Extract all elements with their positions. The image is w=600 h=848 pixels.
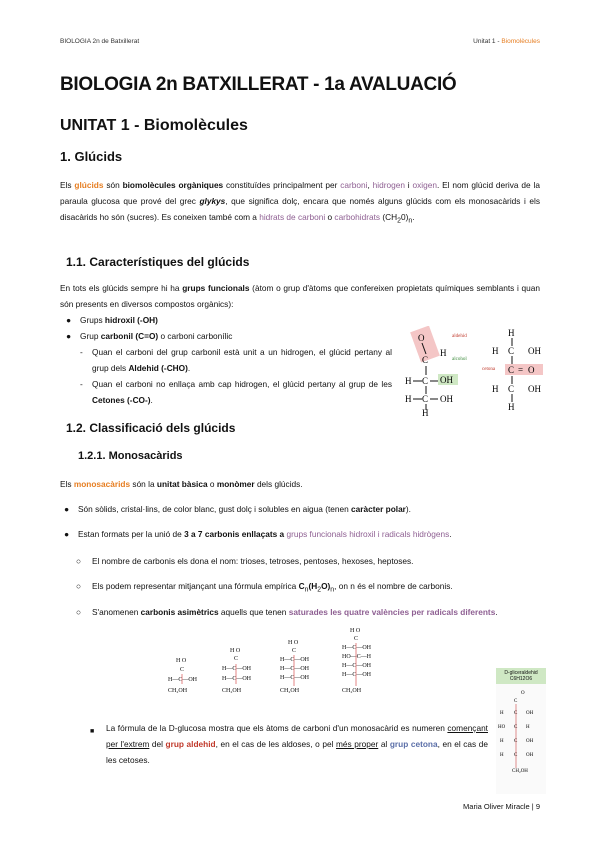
bullet-dot: ● [66,315,72,325]
page-title: BIOLOGIA 2n BATXILLERAT - 1a AVALUACIÓ [60,74,457,95]
svg-text:H—C—OH: H—C—OH [222,666,252,672]
atom-C: C [508,384,515,394]
bullet-dot: ● [64,504,70,514]
atom-C: C [422,355,429,365]
svg-text:CH₂OH: CH₂OH [512,769,528,774]
svg-text:OH: OH [526,739,534,744]
double-bond: = [518,365,524,375]
atom-C: C [508,346,515,356]
dash-marker: - [80,347,83,357]
svg-text:H—C—OH: H—C—OH [280,657,310,663]
svg-text:H—C—OH: H—C—OH [168,677,198,683]
atom-H: H [508,402,515,412]
label-alcohol: alcohol [452,357,467,362]
section-monosacarids: 1.2.1. Monosacàrids [78,450,183,462]
svg-text:H—C—OH: H—C—OH [280,666,310,672]
char-paragraph: En tots els glúcids sempre hi ha grups funcionals (àtom o grup d'àtoms que confereixen propietats químiques semblants i quan són presents en diversos compostos orgànics): [60,283,540,309]
label-aldehid: aldehid [452,334,467,339]
svg-text:C: C [514,711,518,716]
intro-paragraph: Els glúcids són biomolècules orgàniques constituïdes principalment per carboni, hidrogen i oxigen. El nom glúcid deriva de la paraula glucosa que prové del grec glykys, que significa dolç, encara que només alguns glúcids com els monosacàrids i els disacàrids ho són (sucres). Es coneixen també com a hidrats de carboni o carbohidrats $(CH_20)_n$. [60,180,540,225]
bullet-formats: Estan formats per la unió de 3 a 7 carbonis enllaçats a grups funcionals hidroxil i radicals hidrògens. [78,529,452,539]
svg-text:H—C—OH: H—C—OH [342,645,372,651]
sub-asimetrics: S'anomenen carbonis asimètrics aquells que tenen saturades les quatre valències per radicals diferents. [92,607,498,617]
svg-text:C: C [234,656,239,662]
svg-text:C: C [514,753,518,758]
svg-text:CH₂OH: CH₂OH [222,688,242,694]
svg-text:CH₂OH: CH₂OH [280,688,300,694]
atom-C: C [508,365,515,375]
svg-text:H—C—OH: H—C—OH [342,672,372,678]
svg-text:H O: H O [230,648,241,654]
atom-OH: OH [440,394,453,404]
square-marker: ■ [90,728,95,735]
bullet-cetona: Quan el carboni no enllaça amb cap hidrogen, el glúcid pertany al grup de les Cetones (-CO-). [92,379,392,405]
hexose-structure [342,628,372,694]
mono-paragraph: Els monosacàrids són la unitat bàsica o monòmer dels glúcids. [60,479,303,489]
svg-text:C: C [292,648,297,654]
atom-OH: OH [440,375,453,385]
atom-OH: OH [528,384,541,394]
atom-OH: OH [528,346,541,356]
svg-text:H O: H O [288,640,299,646]
svg-text:HO—C—H: HO—C—H [342,654,372,660]
bullet-dot: ● [64,529,70,539]
svg-text:HO: HO [498,725,506,730]
svg-text:OH: OH [526,753,534,758]
functional-groups-figure [400,326,560,416]
section-classificacio: 1.2. Classificació dels glúcids [66,421,236,435]
monosaccharide-structures [160,626,400,696]
atom-H: H [492,346,499,356]
d-glucose-figure [496,668,546,794]
svg-text:H: H [500,711,504,716]
svg-text:C: C [354,636,359,642]
svg-text:CH₂OH: CH₂OH [342,688,362,694]
svg-text:C: C [514,699,518,704]
atom-H: H [492,384,499,394]
svg-text:C: C [180,667,185,673]
section-caracteristiques: 1.1. Característiques del glúcids [66,255,250,269]
svg-text:H: H [500,739,504,744]
tetrose-structure [222,648,252,694]
header-right: Unitat 1 - Biomolècules [473,38,540,45]
svg-text:C: C [514,739,518,744]
dglucose-formula: C6H12O6 [509,676,533,682]
atom-C: C [422,376,429,386]
svg-text:H: H [500,753,504,758]
atom-H: H [508,328,515,338]
pentose-structure [280,640,310,694]
circle-marker: ○ [76,607,82,617]
sub-formula: Els podem representar mitjançant una fórmula empírica $C_n(H_2O)_n$, on n és el nombre de carbonis. [92,581,453,594]
sub-dglucosa: La fórmula de la D-glucosa mostra que els àtoms de carboni d'un monosacàrid es numeren començant per l'extrem del grup aldehid, en el cas de les aldoses, o pel més proper al grup cetona, en el cas de les cetoses. [106,723,488,765]
atom-H: H [440,348,447,358]
svg-text:OH: OH [526,711,534,716]
dglucose-label: D-gliceraldehid [504,670,538,676]
bullet-carbonil: Grup carbonil (C=O) o carboni carbonílic [80,331,233,341]
bullet-dot: ● [66,331,72,341]
sub-carbonis-nom: El nombre de carbonis els dona el nom: trioses, tetroses, pentoses, hexoses, heptoses. [92,556,414,566]
section-glucids: 1. Glúcids [60,149,123,164]
atom-C: C [422,394,429,404]
unit-title: UNITAT 1 - Biomolècules [60,117,248,134]
atom-H: H [405,394,412,404]
dash-marker: - [80,379,83,389]
footer-author-page: Maria Oliver Miracle | 9 [463,802,540,811]
svg-text:H—C—OH: H—C—OH [342,663,372,669]
atom-O: O [418,333,425,343]
atom-H: H [405,376,412,386]
bullet-hidroxil: Grups hidroxil (-OH) [80,315,158,325]
triose-structure [168,658,198,694]
bullet-solids: Són sòlids, cristal·lins, de color blanc, gust dolç i solubles en aigua (tenen caràcter polar). [78,504,411,514]
svg-text:H O: H O [350,628,361,634]
svg-text:CH₂OH: CH₂OH [168,688,188,694]
atom-H: H [422,408,429,416]
svg-text:H—C—OH: H—C—OH [222,676,252,682]
svg-text:H—C—OH: H—C—OH [280,675,310,681]
svg-text:H O: H O [176,658,187,664]
circle-marker: ○ [76,581,82,591]
atom-O: O [528,365,535,375]
circle-marker: ○ [76,556,82,566]
svg-text:C: C [514,725,518,730]
label-cetona: cetona [482,367,496,372]
bullet-aldehid: Quan el carboni del grup carbonil està unit a un hidrogen, el glúcid pertany al grup dels Aldehid (-CHO). [92,347,392,373]
svg-text:H: H [526,725,530,730]
dglucose-chain [496,684,546,784]
svg-text:O: O [521,691,525,696]
header-left: BIOLOGIA 2n de Batxillerat [60,38,140,45]
